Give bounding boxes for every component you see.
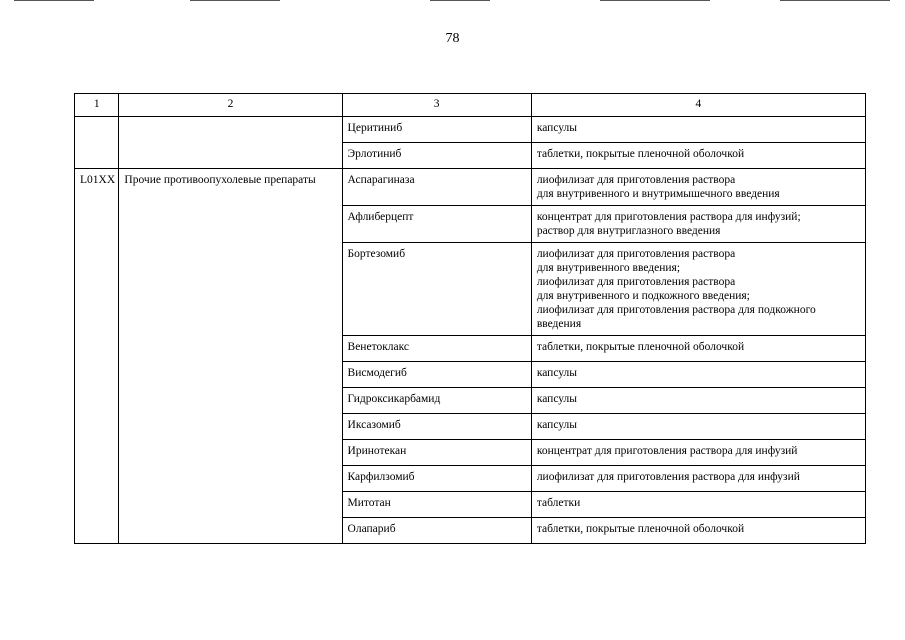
dosage-form-line: капсулы (536, 122, 577, 134)
group-name-cell: Прочие противоопухолевые препараты (119, 169, 342, 544)
dosage-form-cell (531, 169, 865, 206)
drug-name-cell: Эрлотиниб (342, 143, 531, 169)
column-header: 4 (531, 94, 865, 117)
dosage-form-cell (531, 388, 865, 414)
page-number: 78 (445, 31, 460, 46)
scan-edge-line (600, 0, 710, 1)
dosage-form-cell (531, 414, 865, 440)
dosage-form-line: раствор для внутриглазного введения (536, 225, 721, 237)
dosage-form-cell (531, 243, 865, 336)
drug-name-cell: Иксазомиб (342, 414, 531, 440)
column-header: 3 (342, 94, 531, 117)
dosage-form-line: для внутривенного и внутримышечного введения (536, 188, 780, 200)
dosage-form-line: таблетки (536, 497, 581, 509)
table-header-row (75, 94, 866, 117)
scan-edge-line (430, 0, 490, 1)
scan-edge-line (14, 0, 94, 1)
drug-name-cell: Афлиберцепт (342, 206, 531, 243)
dosage-form-line: таблетки, покрытые пленочной оболочкой (536, 341, 745, 353)
dosage-form-line: лиофилизат для приготовления раствора для инфузий (536, 471, 800, 483)
drug-name-cell: Бортезомиб (342, 243, 531, 336)
dosage-form-line: лиофилизат для приготовления раствора (536, 248, 736, 260)
dosage-form-line: таблетки, покрытые пленочной оболочкой (536, 523, 745, 535)
dosage-form-line: для внутривенного введения; (536, 262, 681, 274)
drug-name-cell: Митотан (342, 492, 531, 518)
dosage-form-line: таблетки, покрытые пленочной оболочкой (536, 148, 745, 160)
dosage-form-line: капсулы (536, 367, 577, 379)
dosage-form-cell (531, 492, 865, 518)
drug-table (74, 93, 866, 544)
atc-code-cell: L01XX (75, 169, 119, 544)
dosage-form-line: лиофилизат для приготовления раствора (536, 276, 736, 288)
drug-name-cell: Висмодегиб (342, 362, 531, 388)
group-name-cell (119, 117, 342, 169)
dosage-form-cell (531, 362, 865, 388)
dosage-form-line: для внутривенного и подкожного введения; (536, 290, 750, 302)
table-row (75, 169, 866, 206)
atc-code-cell (75, 117, 119, 169)
dosage-form-line: концентрат для приготовления раствора для инфузий; (536, 211, 801, 223)
dosage-form-cell (531, 117, 865, 143)
table-body (75, 117, 866, 544)
dosage-form-cell (531, 518, 865, 544)
dosage-form-line: введения (536, 318, 582, 330)
dosage-form-line: капсулы (536, 393, 577, 405)
drug-name-cell: Карфилзомиб (342, 466, 531, 492)
table-row (75, 117, 866, 143)
drug-name-cell: Аспарагиназа (342, 169, 531, 206)
dosage-form-line: лиофилизат для приготовления раствора (536, 174, 736, 186)
dosage-form-cell (531, 440, 865, 466)
scan-edge-line (190, 0, 280, 1)
dosage-form-cell (531, 206, 865, 243)
dosage-form-cell (531, 466, 865, 492)
dosage-form-line: концентрат для приготовления раствора для инфузий (536, 445, 798, 457)
dosage-form-line: капсулы (536, 419, 577, 431)
drug-name-cell: Гидроксикарбамид (342, 388, 531, 414)
drug-name-cell: Церитиниб (342, 117, 531, 143)
dosage-form-line: лиофилизат для приготовления раствора для подкожного (536, 304, 816, 316)
scan-edge-line (780, 0, 890, 1)
drug-name-cell: Венетоклакс (342, 336, 531, 362)
drug-name-cell: Иринотекан (342, 440, 531, 466)
column-header: 1 (75, 94, 119, 117)
column-header: 2 (119, 94, 342, 117)
dosage-form-cell (531, 336, 865, 362)
drug-name-cell: Олапариб (342, 518, 531, 544)
dosage-form-cell (531, 143, 865, 169)
